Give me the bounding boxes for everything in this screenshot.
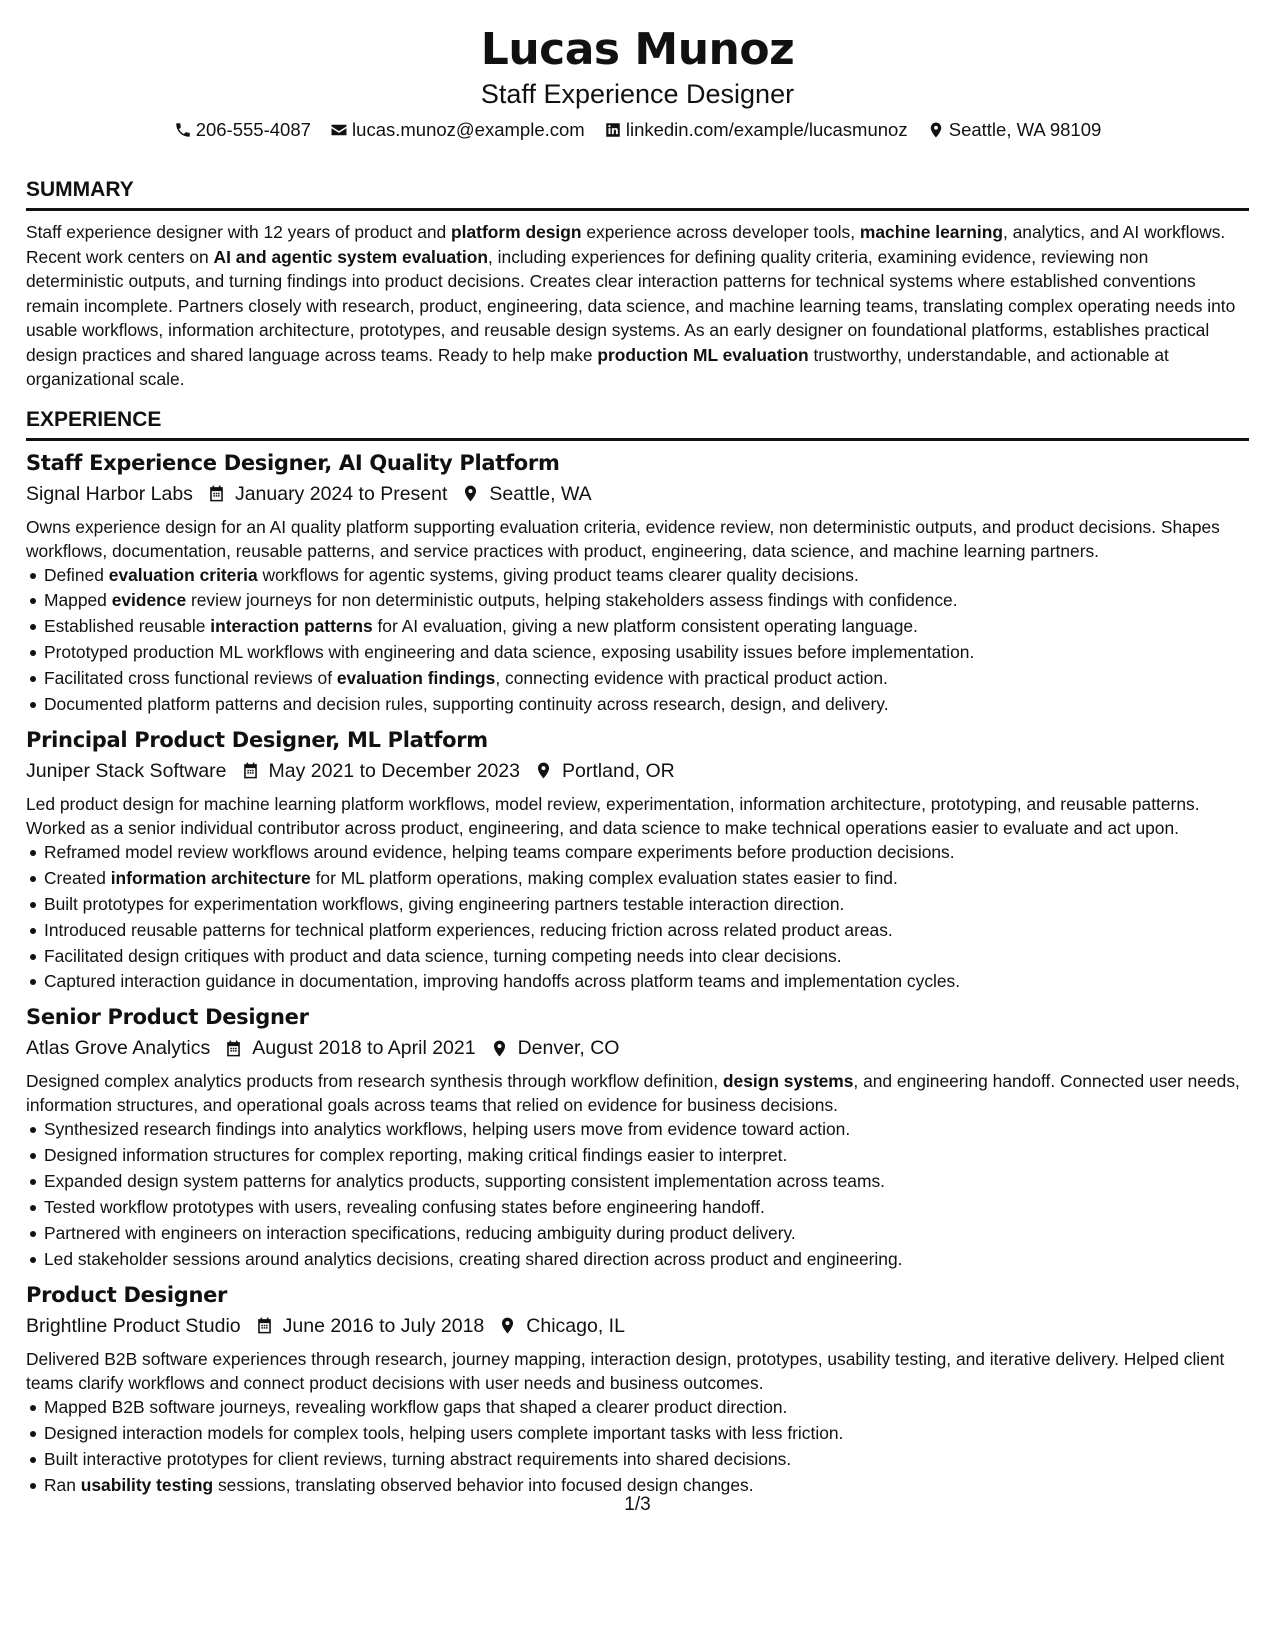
bullet-item <box>44 1195 1249 1221</box>
location-text: Seattle, WA 98109 <box>948 119 1102 140</box>
contact-location <box>927 117 1102 143</box>
company-name: Signal Harbor Labs <box>26 482 193 505</box>
bold-phrase: evidence <box>111 590 187 611</box>
calendar-icon <box>207 484 226 503</box>
text-run: , and engineering handoff. Connected user needs, information structures, and operational goals across teams that relied on evidence for business decisions. <box>26 1071 1240 1116</box>
envelope-icon <box>330 121 348 139</box>
bold-phrase: evaluation findings <box>336 668 496 689</box>
job-location: Portland, OR <box>562 759 675 782</box>
job-entry <box>26 1003 1249 1272</box>
text-run: Ran <box>44 1474 81 1495</box>
bullet-item <box>44 866 1249 892</box>
job-dates: January 2024 to Present <box>234 482 448 505</box>
bullet-item <box>44 640 1249 666</box>
bullet-item <box>44 614 1249 640</box>
text-run: Defined <box>44 564 109 585</box>
calendar-icon <box>224 1039 243 1058</box>
phone-icon <box>174 121 192 139</box>
job-entry <box>26 1281 1249 1499</box>
text-run: Mapped B2B software journeys, revealing workflow gaps that shaped a clearer product direction. <box>44 1396 788 1417</box>
text-run: Facilitated design critiques with product and data science, turning competing needs into clear decisions. <box>44 945 842 966</box>
bold-phrase: interaction patterns <box>210 616 373 637</box>
summary-heading: SUMMARY <box>26 178 134 201</box>
job-meta <box>26 757 1249 785</box>
text-run: Staff experience designer with 12 years of product and <box>26 222 452 242</box>
bullet-item <box>44 1395 1249 1421</box>
text-run: Partnered with engineers on interaction specifications, reducing ambiguity during product delivery. <box>44 1223 796 1243</box>
candidate-name: Lucas Munoz <box>480 24 795 75</box>
bold-phrase: machine learning <box>859 222 1003 242</box>
calendar-icon <box>241 761 260 780</box>
job-title: Product Designer <box>26 1282 228 1307</box>
candidate-title: Staff Experience Designer <box>480 79 795 109</box>
text-run: Mapped <box>44 590 112 611</box>
job-bullets <box>26 563 1249 718</box>
text-run: Built interactive prototypes for client reviews, turning abstract requirements into shared decisions. <box>44 1448 792 1469</box>
contact-email[interactable] <box>330 117 585 143</box>
phone-text: 206-555-4087 <box>195 119 311 140</box>
text-run: Introduced reusable patterns for technical platform experiences, reducing friction across related product areas. <box>44 919 893 940</box>
job-location: Denver, CO <box>517 1037 620 1060</box>
contact-linkedin[interactable] <box>604 117 908 143</box>
text-run: , analytics, and AI workflows. Recent work centers on <box>26 222 1226 267</box>
job-location: Seattle, WA <box>489 482 592 505</box>
text-run: Established reusable <box>44 616 211 637</box>
job-bullets <box>26 1117 1249 1272</box>
job-meta <box>26 1312 1249 1340</box>
text-run: for ML platform operations, making complex evaluation states easier to find. <box>310 867 898 888</box>
text-run: Led stakeholder sessions around analytics decisions, creating shared direction across product and engineering. <box>44 1248 903 1269</box>
bullet-item <box>44 918 1249 944</box>
text-run: , including experiences for defining quality criteria, examining evidence, reviewing non deterministic outputs, and turning findings into product decisions. Creates clear interaction patterns for technical systems where established conventions remain incomplete. Partners closely with research, product, engineering, data science, and machine learning teams, translating complex operating needs into usable workflows, information architecture, prototypes, and reusable design systems. As an early designer on foundational platforms, establishes practical design practices and shared language across teams. Ready to help make <box>26 246 1236 365</box>
text-run: Created <box>44 867 111 888</box>
bullet-item <box>44 692 1249 718</box>
bullet-item <box>44 563 1249 589</box>
job-dates: May 2021 to December 2023 <box>268 759 520 782</box>
map-pin-icon <box>490 1039 509 1058</box>
job-meta <box>26 480 1249 508</box>
bullet-item <box>44 1169 1249 1195</box>
text-run: , connecting evidence with practical product action. <box>495 668 888 689</box>
bullet-item <box>44 944 1249 970</box>
bullet-item <box>44 1247 1249 1273</box>
bold-phrase: information architecture <box>110 867 311 888</box>
job-bullets <box>26 840 1249 995</box>
experience-list <box>26 449 1249 1499</box>
experience-divider <box>26 438 1249 441</box>
text-run: workflows for agentic systems, giving product teams clearer quality decisions. <box>257 564 859 585</box>
text-run: review journeys for non deterministic outputs, helping stakeholders assess findings with confidence. <box>186 590 958 611</box>
bold-phrase: AI and agentic system evaluation <box>213 246 489 267</box>
summary-divider <box>26 208 1249 211</box>
job-bullets <box>26 1395 1249 1499</box>
job-entry <box>26 726 1249 995</box>
job-dates: June 2016 to July 2018 <box>282 1314 485 1337</box>
bullet-item <box>44 1143 1249 1169</box>
email-link[interactable]: lucas.munoz@example.com <box>352 119 585 140</box>
bullet-item <box>44 1447 1249 1473</box>
bold-phrase: production ML evaluation <box>597 344 809 365</box>
resume-header <box>26 0 1249 146</box>
linkedin-icon <box>604 121 622 139</box>
job-title: Principal Product Designer, ML Platform <box>26 727 488 752</box>
summary-text <box>26 220 1249 392</box>
text-run: Captured interaction guidance in documentation, improving handoffs across platform teams and implementation cycles. <box>44 971 961 992</box>
text-run: trustworthy, understandable, and actionable at organizational scale. <box>26 344 1169 389</box>
bold-phrase: platform design <box>451 222 582 242</box>
contact-phone <box>174 117 311 143</box>
text-run: Expanded design system patterns for analytics products, supporting consistent implementation across teams. <box>44 1171 885 1192</box>
calendar-icon <box>255 1316 274 1335</box>
job-location: Chicago, IL <box>526 1314 625 1337</box>
job-entry <box>26 449 1249 718</box>
text-run: Tested workflow prototypes with users, revealing confusing states before engineering handoff. <box>44 1197 765 1218</box>
map-pin-icon <box>461 484 480 503</box>
bullet-item <box>44 1117 1249 1143</box>
company-name: Juniper Stack Software <box>26 759 227 782</box>
bullet-item <box>44 1221 1249 1247</box>
job-description: Delivered B2B software experiences through research, journey mapping, interaction design, prototypes, usability testing, and iterative delivery. Helped client teams clarify workflows and connect product decisions with user needs and business outcomes. <box>26 1348 1225 1393</box>
job-description: Owns experience design for an AI quality platform supporting evaluation criteria, evidence review, non deterministic outputs, and product decisions. Shapes workflows, documentation, reusable patterns, and service practices with product, engineering, data science, and machine learning partners. <box>26 516 1220 561</box>
job-description: Led product design for machine learning platform workflows, model review, experimentation, information architecture, prototyping, and reusable patterns. Worked as a senior individual contributor across product, engineering, and data science to make technical operations easier to evaluate and act upon. <box>26 793 1200 838</box>
text-run: experience across developer tools, <box>581 222 860 242</box>
company-name: Atlas Grove Analytics <box>26 1037 211 1060</box>
bullet-item <box>44 588 1249 614</box>
bullet-item <box>44 666 1249 692</box>
bullet-item <box>44 840 1249 866</box>
text-run: Prototyped production ML workflows with engineering and data science, exposing usability issues before implementation. <box>44 642 975 663</box>
page-number: 1/3 <box>624 1494 651 1515</box>
text-run: for AI evaluation, giving a new platform consistent operating language. <box>372 616 918 637</box>
text-run: Facilitated cross functional reviews of <box>44 668 337 689</box>
contact-line <box>26 117 1249 146</box>
text-run: sessions, translating observed behavior into focused design changes. <box>213 1474 754 1495</box>
bullet-item <box>44 892 1249 918</box>
bullet-item <box>44 1421 1249 1447</box>
bold-phrase: evaluation criteria <box>108 564 258 585</box>
bold-phrase: usability testing <box>80 1474 214 1495</box>
job-description <box>26 1069 1249 1117</box>
job-title: Staff Experience Designer, AI Quality Platform <box>26 450 560 475</box>
text-run: Synthesized research findings into analytics workflows, helping users move from evidence toward action. <box>44 1119 851 1140</box>
job-title: Senior Product Designer <box>26 1005 309 1030</box>
experience-heading: EXPERIENCE <box>26 407 162 431</box>
text-run: Designed information structures for complex reporting, making critical findings easier to interpret. <box>44 1145 788 1166</box>
company-name: Brightline Product Studio <box>26 1314 241 1337</box>
linkedin-link[interactable]: linkedin.com/example/lucasmunoz <box>625 119 908 140</box>
bold-phrase: design systems <box>722 1071 854 1092</box>
text-run: Designed complex analytics products from research synthesis through workflow definition, <box>26 1071 723 1092</box>
job-dates: August 2018 to April 2021 <box>252 1037 476 1060</box>
map-pin-icon <box>927 121 945 139</box>
text-run: Designed interaction models for complex tools, helping users complete important tasks with less friction. <box>44 1422 844 1443</box>
map-pin-icon <box>534 761 553 780</box>
text-run: Built prototypes for experimentation workflows, giving engineering partners testable interaction direction. <box>44 893 845 914</box>
text-run: Documented platform patterns and decision rules, supporting continuity across research, design, and delivery. <box>44 694 889 715</box>
text-run: Reframed model review workflows around evidence, helping teams compare experiments before production decisions. <box>44 841 955 862</box>
job-meta <box>26 1034 1249 1062</box>
bullet-item <box>44 969 1249 995</box>
map-pin-icon <box>498 1316 517 1335</box>
